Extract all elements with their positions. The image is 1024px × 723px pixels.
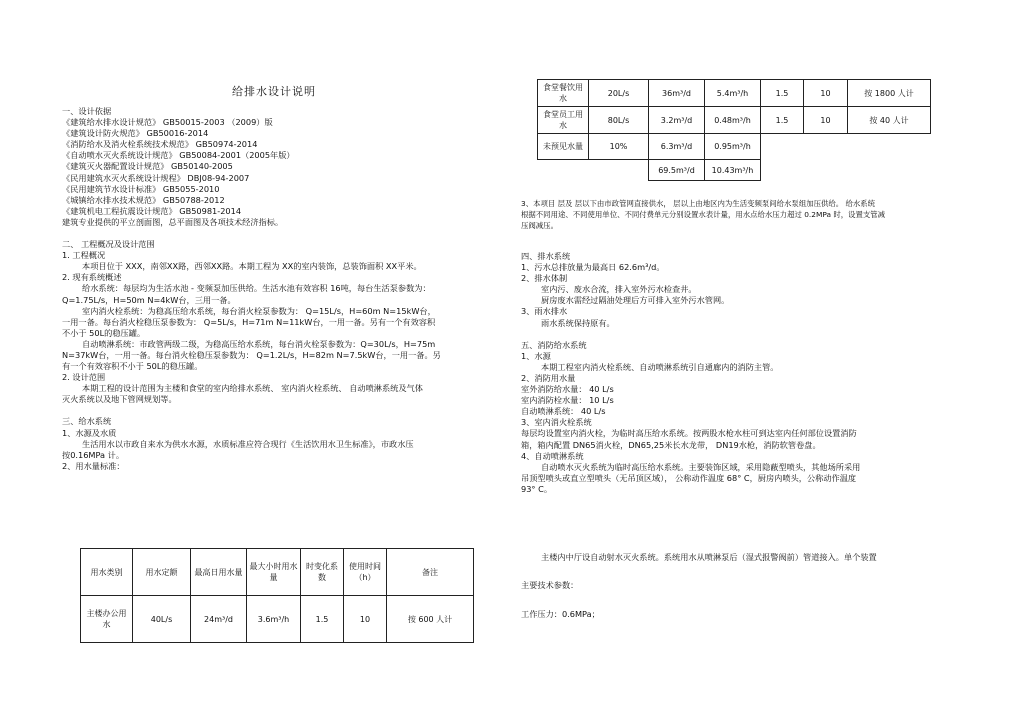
paragraph-line: 自动喷水灭火系统为临时高压给水系统。主要装饰区域，采用隐蔽型喷头，其他场所采用 — [541, 461, 861, 472]
paragraph-line: 工作压力：0.6MPa； — [521, 609, 600, 619]
paragraph-line: 自动喷淋系统：市政管两级二级，为稳高压给水系统，每台消火栓泵参数为：Q=30L/s，H=75m — [82, 338, 436, 349]
table-cell: 10% — [589, 134, 649, 160]
paragraph-line: 箱，箱内配置 DN65消火栓，DN65,25米长水龙带， DN19水枪，消防软管卷盘。 — [521, 439, 821, 450]
paragraph-line: 有一个有效容积不小于 50L的稳压罐。 — [62, 361, 203, 372]
paragraph-line: 压阀减压。 — [521, 221, 558, 231]
paragraph-line: 按0.16MPa 计。 — [62, 449, 125, 460]
paragraph-line: 给水系统：每层均为生活水池 - 变频泵加压供给。生活水池有效容积 16吨，每台生活泵参数为： — [82, 283, 431, 294]
table-header-cell: 用水定额 — [133, 549, 191, 596]
paragraph-line: 93° C。 — [521, 483, 553, 494]
table-cell: 10.43m³/h — [705, 160, 761, 181]
standard-item: 《民用建筑水灭火系统设计规程》 DBJ08-94-2007 — [62, 172, 250, 183]
paragraph-line: Q=1.75L/s，H=50m N=4kW台，三用一备。 — [62, 294, 236, 305]
table-cell: 10 — [344, 596, 387, 643]
table-cell: 20L/s — [589, 80, 649, 107]
table-cell: 3.6m³/h — [247, 596, 301, 643]
paragraph-line: N=37kW台，一用一备。每台消火栓稳压泵参数为： Q=1.2L/s，H=82m N=7.5kW台，一用一备。另 — [62, 349, 441, 360]
table-cell: 主楼办公用水 — [81, 596, 133, 643]
table-cell — [804, 160, 848, 181]
paragraph-line: 主要技术参数： — [521, 580, 579, 590]
table-cell: 1.5 — [301, 596, 344, 643]
paragraph-line: 自动喷淋系统： 40 L/s — [521, 406, 606, 417]
table-cell: 36m³/d — [649, 80, 705, 107]
standard-item: 《消防给水及消火栓系统技术规范》 GB50974-2014 — [62, 139, 258, 150]
table-cell — [761, 134, 804, 160]
paragraph-line: 本期工程室内消火栓系统、自动喷淋系统引自通廊内的消防主管。 — [541, 361, 779, 372]
table-cell — [848, 134, 931, 160]
paragraph-line: 吊顶型喷头或直立型喷头（无吊顶区域）， 公称动作温度 68° C，厨房内喷头，公称动作温度 — [521, 472, 857, 483]
table-cell: 按 40 人计 — [848, 107, 931, 134]
table-cell: 3.2m³/d — [649, 107, 705, 134]
standard-item: 建筑专业提供的平立剖面图，总平面图及各项技术经济指标。 — [62, 216, 284, 227]
paragraph-line: 3、雨水排水 — [521, 306, 568, 317]
table-cell — [804, 134, 848, 160]
table-header-cell: 时变化系数 — [301, 549, 344, 596]
section-heading: 四、排水系统 — [521, 251, 571, 261]
section-heading: 二、 工程概况及设计范围 — [62, 239, 155, 250]
standard-item: 《建筑灭火器配置设计规范》 GB50140-2005 — [62, 161, 233, 172]
paragraph-line: 1、水源 — [521, 350, 551, 361]
standard-item: 《城镇给水排水技术规范》 GB50788-2012 — [62, 194, 225, 205]
paragraph-line: 每层均设置室内消火栓，为临时高压给水系统。按两股水枪水柱可到达室内任何部位设置消防 — [521, 428, 857, 439]
table-cell: 6.3m³/d — [649, 134, 705, 160]
table-cell: 0.48m³/h — [705, 107, 761, 134]
paragraph-line: 4、自动喷淋系统 — [521, 450, 584, 461]
water-usage-table-main — [80, 548, 474, 643]
paragraph-line: 室外消防给水量： 40 L/s — [521, 384, 614, 395]
table-cell: 40L/s — [133, 596, 191, 643]
table-cell: 未预见水量 — [538, 134, 589, 160]
table-cell: 24m³/d — [191, 596, 247, 643]
paragraph-line: 室内消防栓水量： 10 L/s — [521, 395, 614, 406]
standard-item: 《建筑设计防火规范》 GB50016-2014 — [62, 128, 209, 139]
left-column — [62, 106, 502, 472]
paragraph-line: 灭火系统以及地下管网规划等。 — [62, 394, 177, 405]
standard-item: 《自动喷水灭火系统设计规范》 GB50084-2001（2005年版） — [62, 150, 295, 161]
table-cell: 80L/s — [589, 107, 649, 134]
paragraph-line: 室内消火栓系统：为稳高压给水系统，每台消火栓泵参数为： Q=15L/s，H=60m N=15kW台， — [82, 305, 436, 316]
table-cell: 按 1800 人计 — [848, 80, 931, 107]
right-column — [521, 198, 971, 231]
paragraph-line: 2、消防用水量 — [521, 372, 576, 383]
paragraph-line: 雨水系统保持原有。 — [541, 317, 615, 328]
subsection-heading: 2. 设计范围 — [62, 372, 106, 383]
paragraph-line: 2、排水体制 — [521, 273, 568, 284]
table-header-cell: 用水类别 — [81, 549, 133, 596]
paragraph-line: 本项目位于 XXX，南邻XX路，西邻XX路。本期工程为 XX的室内装饰，总装饰面积 XX平米。 — [82, 261, 422, 272]
table-cell — [589, 160, 649, 181]
table-header-cell: 使用时间（h） — [344, 549, 387, 596]
standard-item: 《建筑给水排水设计规范》 GB50015-2003 （2009）版 — [62, 117, 273, 128]
table-cell: 食堂餐饮用水 — [538, 80, 589, 107]
page-title: 给排水设计说明 — [232, 85, 316, 98]
subsection-heading: 2. 现有系统概述 — [62, 272, 122, 283]
standard-item: 《民用建筑节水设计标准》 GB5055-2010 — [62, 183, 220, 194]
paragraph-line: 一用一备。每台消火栓稳压泵参数为： Q=5L/s，H=71m N=11kW台，一用一备。另有一个有效容积 — [62, 316, 436, 327]
section-heading: 一、设计依据 — [62, 106, 112, 116]
table-cell: 食堂员工用水 — [538, 107, 589, 134]
right-column-sections — [521, 251, 971, 495]
table-header-cell: 最大小时用水量 — [247, 549, 301, 596]
table-cell — [848, 160, 931, 181]
table-cell: 5.4m³/h — [705, 80, 761, 107]
paragraph-line: 本期工程的设计范围为主楼和食堂的室内给排水系统、 室内消火栓系统、 自动喷淋系统及气体 — [82, 383, 423, 394]
table-cell: 0.95m³/h — [705, 134, 761, 160]
table-cell: 1.5 — [761, 80, 804, 107]
subsection-heading: 1、水源及水质 — [62, 427, 117, 438]
table-cell: 69.5m³/d — [649, 160, 705, 181]
paragraph-line: 主楼内中厅设自动射水灭火系统。系统用水从喷淋泵后（湿式报警阀前）管道接入。单个装置 — [541, 552, 877, 562]
table-header-cell: 备注 — [387, 549, 474, 596]
table-cell — [761, 160, 804, 181]
table-cell: 10 — [804, 80, 848, 107]
table-cell: 10 — [804, 107, 848, 134]
paragraph-line: 根据不同用途、不同使用单位、不同付费单元分别设置水表计量，用水点给水压力超过 0.2MPa 时，设置支管减 — [521, 210, 886, 220]
table-cell: 1.5 — [761, 107, 804, 134]
subsection-heading: 2、用水量标准： — [62, 460, 125, 471]
water-usage-table-continued — [537, 79, 931, 181]
subsection-heading: 1. 工程概况 — [62, 250, 106, 261]
paragraph-line: 室内污、废水合流，排入室外污水检查井。 — [541, 284, 697, 295]
paragraph-line: 不小于 50L的稳压罐。 — [62, 327, 146, 338]
table-cell — [538, 160, 589, 181]
paragraph-line: 3、本项目 层及 层以下由市政管网直接供水， 层以上由地区内为生活变频泵间给水泵组加压供给。 给水系统 — [521, 199, 876, 208]
standard-item: 《建筑机电工程抗震设计规范》 GB50981-2014 — [62, 205, 242, 216]
table-cell: 按 600 人计 — [387, 596, 474, 643]
paragraph-line: 3、室内消火栓系统 — [521, 417, 592, 428]
paragraph-line: 1、污水总排放量为最高日 62.6m³/d。 — [521, 262, 665, 273]
table-header-cell: 最高日用水量 — [191, 549, 247, 596]
section-heading: 五、消防给水系统 — [521, 339, 587, 350]
paragraph-line: 生活用水以市政自来水为供水水源，水质标准应符合现行《生活饮用水卫生标准》，市政水压 — [82, 438, 414, 449]
section-heading: 三、给水系统 — [62, 416, 112, 427]
paragraph-line: 厨房废水需经过隔油处理后方可排入室外污水管网。 — [541, 295, 730, 306]
